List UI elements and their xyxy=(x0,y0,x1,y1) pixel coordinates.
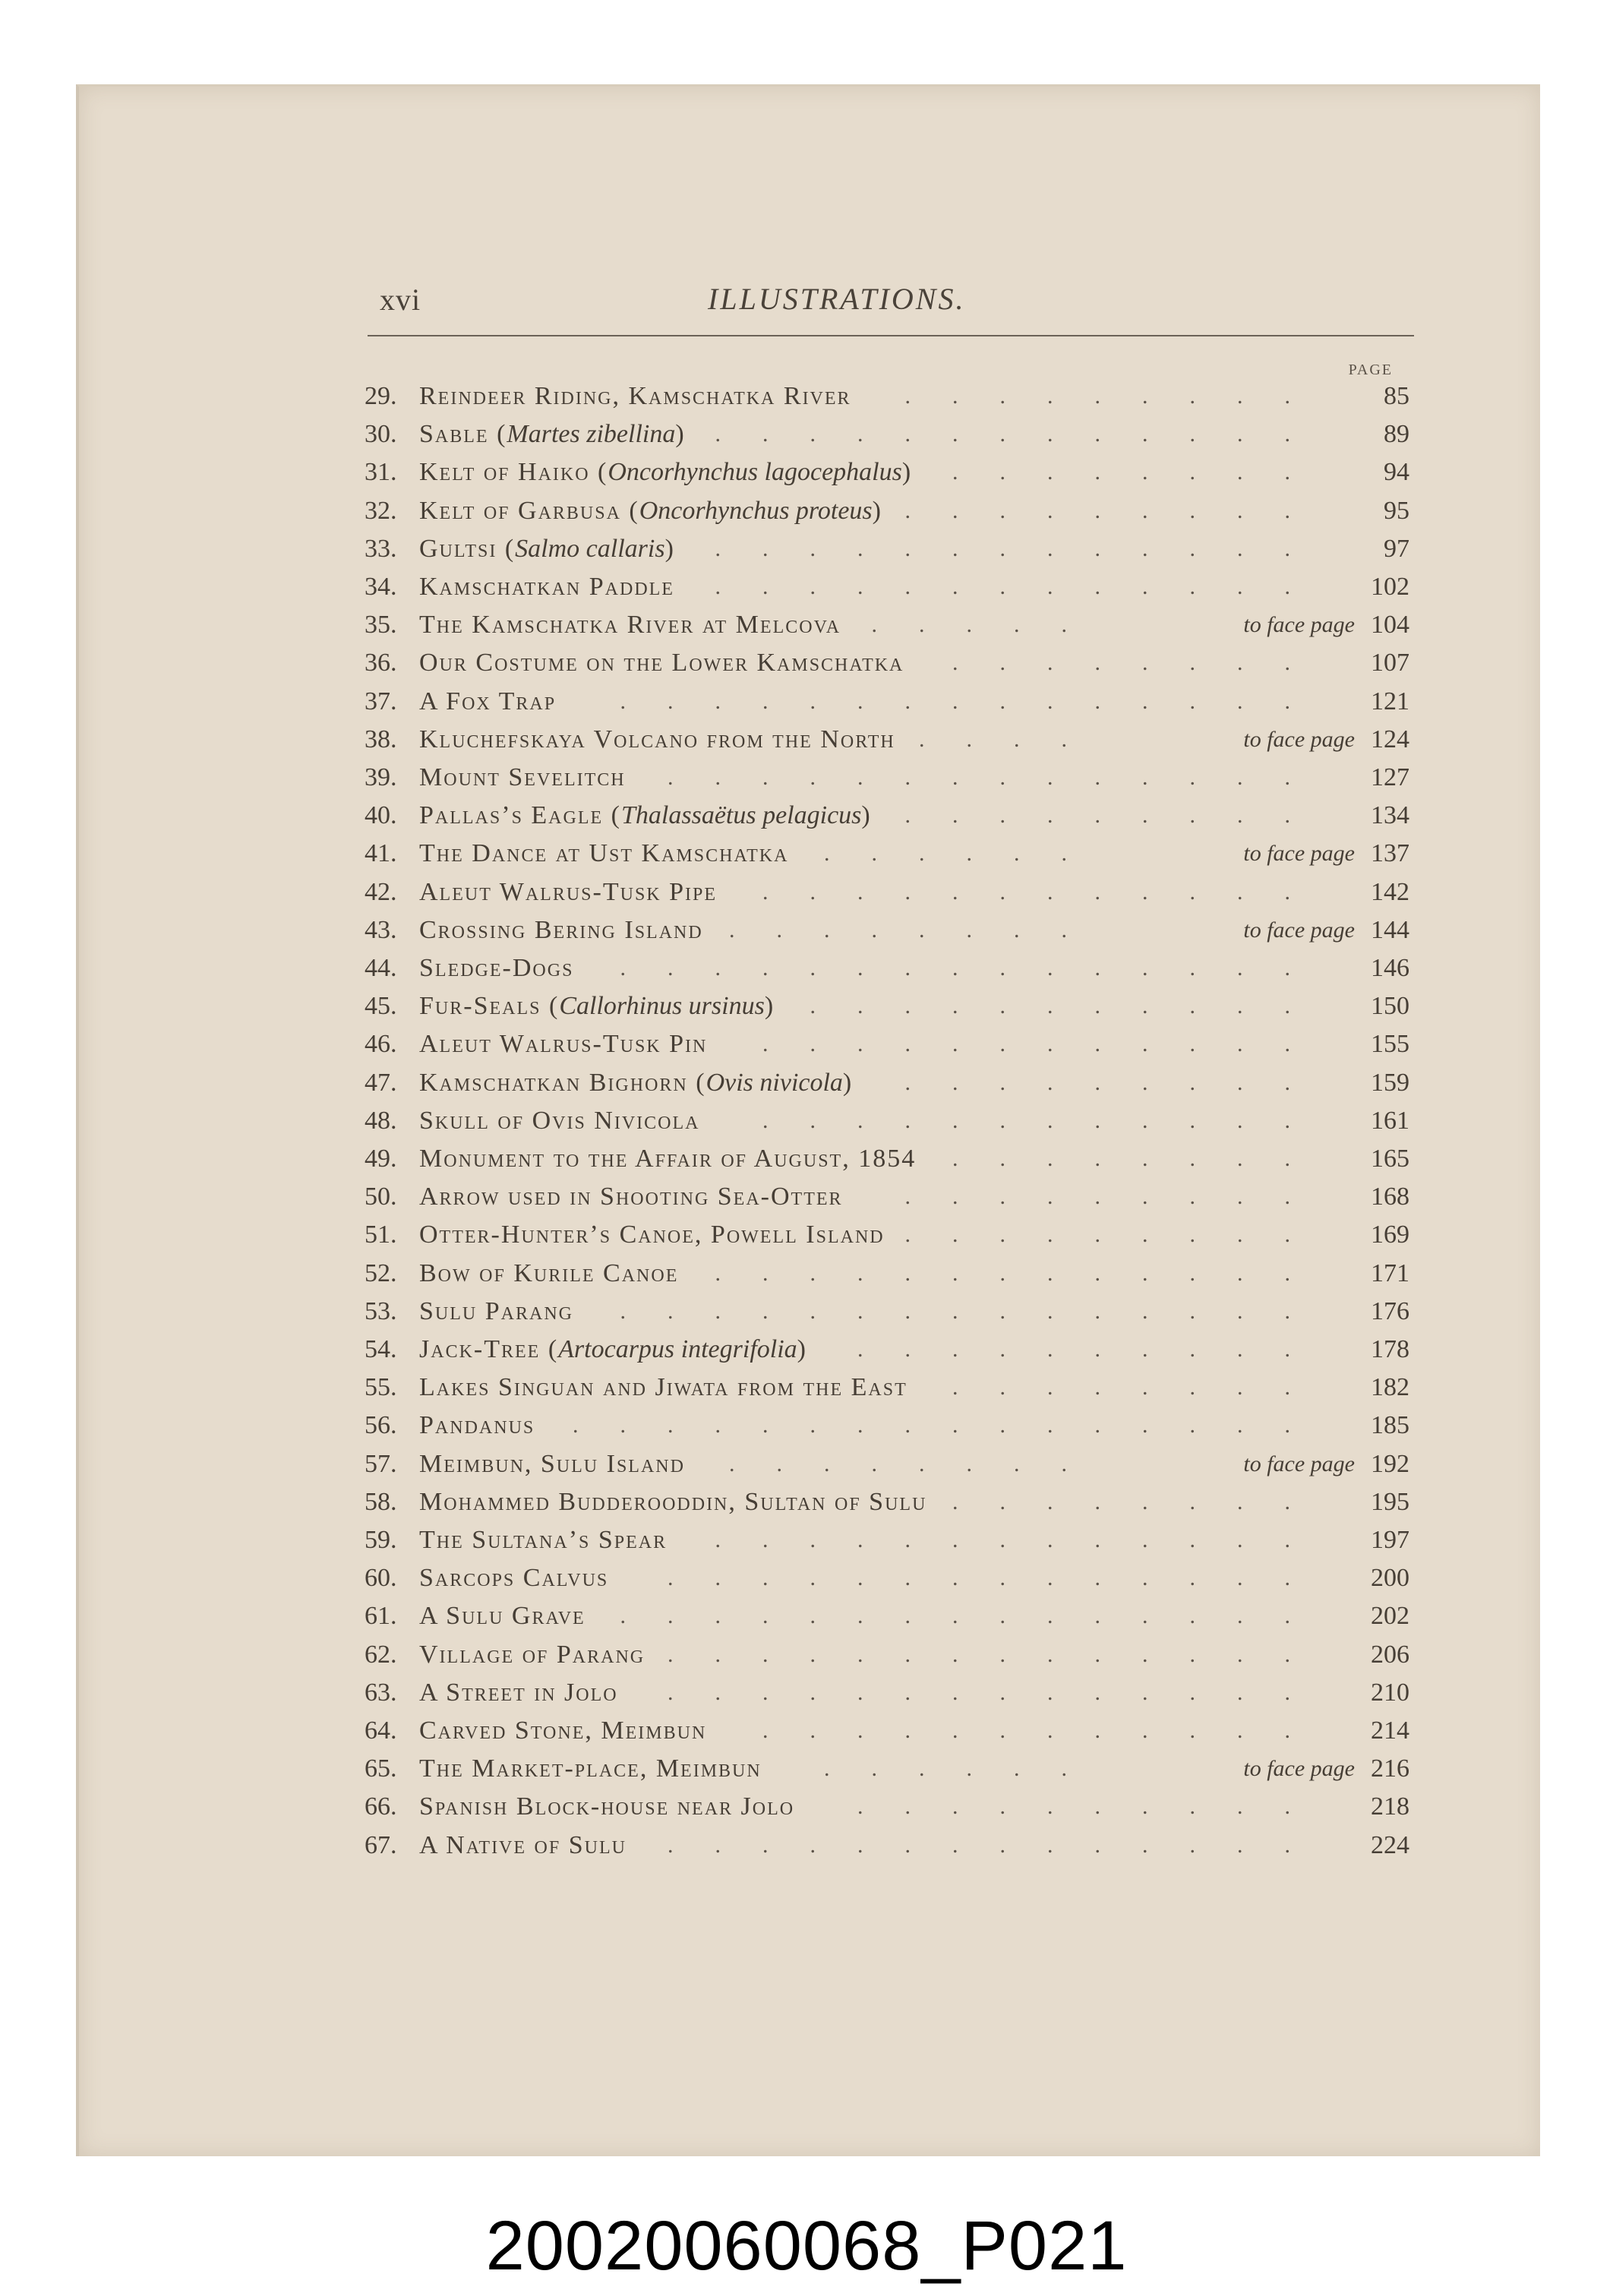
entry-title-suffix: ) xyxy=(664,534,675,563)
entry-title-text: Pandanus xyxy=(419,1411,535,1440)
dot-leaders: .............. xyxy=(668,1679,1332,1705)
entry-title-text: Arrow used in Shooting Sea-Otter xyxy=(419,1183,843,1211)
dot-leaders: ........ xyxy=(729,1451,1109,1476)
list-item xyxy=(79,1750,1540,1788)
entry-title xyxy=(419,1445,685,1483)
entry-number: 43. xyxy=(365,915,397,944)
dot-leaders: ............... xyxy=(620,688,1332,714)
list-item xyxy=(79,1445,1540,1483)
dot-leaders: ......... xyxy=(904,384,1332,409)
entry-page-number: 137 xyxy=(1371,839,1409,868)
entry-title-text: Sulu Parang xyxy=(419,1296,573,1325)
face-page-note: to face page xyxy=(1243,841,1355,867)
list-item xyxy=(79,415,1540,453)
entry-title xyxy=(419,415,686,453)
entry-title-text: Kelt of Haiko ( xyxy=(419,458,608,487)
list-item xyxy=(79,1255,1540,1293)
list-item xyxy=(79,1788,1540,1826)
dot-leaders: ........ xyxy=(952,460,1332,485)
entry-number: 46. xyxy=(365,1030,397,1059)
entry-title-suffix: ) xyxy=(872,496,882,525)
entry-number: 56. xyxy=(365,1411,397,1440)
list-item xyxy=(79,1178,1540,1216)
entry-title xyxy=(419,1331,807,1369)
list-item xyxy=(79,1674,1540,1712)
entry-title xyxy=(419,377,851,415)
entry-page-number: 165 xyxy=(1371,1145,1409,1173)
entry-page-number: 195 xyxy=(1371,1487,1409,1516)
entry-page-number: 216 xyxy=(1371,1754,1409,1783)
entry-page-number: 104 xyxy=(1371,611,1409,640)
list-item xyxy=(79,1712,1540,1750)
face-page-note: to face page xyxy=(1243,726,1355,752)
entry-title xyxy=(419,1178,843,1216)
entry-title-text: Otter-Hunter’s Canoe, Powell Island xyxy=(419,1221,885,1249)
entry-page-number: 102 xyxy=(1371,573,1409,601)
entry-page-number: 214 xyxy=(1371,1716,1409,1745)
entry-number: 39. xyxy=(365,763,397,791)
entry-title xyxy=(419,492,882,530)
entry-scientific-name: Artocarpus integrifolia xyxy=(558,1335,797,1363)
entry-title-text: Aleut Walrus-Tusk Pipe xyxy=(419,877,718,906)
entry-title-suffix: ) xyxy=(764,992,775,1021)
list-item xyxy=(79,683,1540,721)
entry-title-text: A Street in Jolo xyxy=(419,1678,618,1707)
entry-page-number: 197 xyxy=(1371,1526,1409,1554)
entry-page-number: 142 xyxy=(1371,877,1409,906)
entry-title xyxy=(419,1559,608,1597)
entry-number: 50. xyxy=(365,1183,397,1211)
entry-page-number: 185 xyxy=(1371,1411,1409,1440)
entry-title-text: Village of Parang xyxy=(419,1640,646,1669)
entry-title xyxy=(419,1521,667,1559)
dot-leaders: ........ xyxy=(952,1375,1332,1401)
entry-page-number: 144 xyxy=(1371,915,1409,944)
list-item xyxy=(79,1559,1540,1597)
entry-title-text: Monument to the Affair of August, 1854 xyxy=(419,1145,917,1173)
entry-number: 49. xyxy=(365,1145,397,1173)
entry-page-number: 192 xyxy=(1371,1449,1409,1478)
list-item xyxy=(79,1521,1540,1559)
entry-number: 30. xyxy=(365,420,397,449)
entry-title-text: Gultsi ( xyxy=(419,534,516,563)
list-item xyxy=(79,1827,1540,1865)
list-item xyxy=(79,835,1540,873)
entry-title-suffix: ) xyxy=(861,801,872,830)
entry-title xyxy=(419,1293,573,1331)
entry-title xyxy=(419,1827,627,1865)
entry-scientific-name: Oncorhynchus lagocephalus xyxy=(608,458,902,487)
entry-number: 53. xyxy=(365,1296,397,1325)
entry-title-text: Kamschatkan Bighorn ( xyxy=(419,1068,706,1097)
entry-title xyxy=(419,644,904,682)
entry-number: 36. xyxy=(365,649,397,677)
entry-number: 60. xyxy=(365,1564,397,1593)
entry-number: 42. xyxy=(365,877,397,906)
dot-leaders: ............. xyxy=(715,422,1332,447)
entry-title xyxy=(419,1025,707,1063)
dot-leaders: ......... xyxy=(904,1222,1332,1248)
page-folio: xvi xyxy=(380,283,421,317)
entry-title xyxy=(419,949,573,987)
entry-scientific-name: Salmo callaris xyxy=(515,534,665,563)
dot-leaders: ........... xyxy=(810,993,1332,1019)
entry-scientific-name: Callorhinus ursinus xyxy=(559,992,765,1021)
entry-scientific-name: Thalassaëtus pelagicus xyxy=(621,801,862,830)
list-item xyxy=(79,1636,1540,1674)
entry-title xyxy=(419,1102,700,1140)
entry-number: 59. xyxy=(365,1526,397,1554)
entry-title-text: A Sulu Grave xyxy=(419,1602,586,1631)
entry-title xyxy=(419,1788,794,1826)
dot-leaders: ............. xyxy=(715,535,1332,561)
dot-leaders: ..... xyxy=(871,612,1109,638)
entry-page-number: 97 xyxy=(1384,534,1409,563)
list-item xyxy=(79,1407,1540,1445)
entry-page-number: 134 xyxy=(1371,801,1409,830)
entry-number: 38. xyxy=(365,725,397,753)
list-item xyxy=(79,1216,1540,1254)
entry-title-text: A Fox Trap xyxy=(419,687,557,715)
entry-title xyxy=(419,1140,916,1178)
entry-page-number: 169 xyxy=(1371,1221,1409,1249)
list-item xyxy=(79,1064,1540,1102)
entry-title-text: Carved Stone, Meimbun xyxy=(419,1716,707,1745)
list-item xyxy=(79,1597,1540,1635)
entry-title xyxy=(419,1750,762,1788)
entry-title-text: The Market-place, Meimbun xyxy=(419,1754,762,1783)
entry-number: 29. xyxy=(365,382,397,410)
page-column-label: PAGE xyxy=(1348,362,1393,378)
entry-number: 58. xyxy=(365,1487,397,1516)
entry-page-number: 182 xyxy=(1371,1373,1409,1402)
dot-leaders: ........ xyxy=(952,1489,1332,1514)
entry-title-text: The Sultana’s Spear xyxy=(419,1526,668,1554)
entry-number: 66. xyxy=(365,1792,397,1821)
entry-number: 57. xyxy=(365,1449,397,1478)
dot-leaders: .... xyxy=(919,726,1109,752)
entry-title-text: Spanish Block-house near Jolo xyxy=(419,1792,795,1821)
list-item xyxy=(79,492,1540,530)
entry-number: 62. xyxy=(365,1640,397,1669)
dot-leaders: ............ xyxy=(762,879,1332,905)
entry-page-number: 85 xyxy=(1384,382,1409,410)
entry-number: 54. xyxy=(365,1335,397,1363)
list-item xyxy=(79,1140,1540,1178)
dot-leaders: ............ xyxy=(762,1107,1332,1133)
dot-leaders: ............ xyxy=(762,1031,1332,1057)
entry-title-text: Kelt of Garbusa ( xyxy=(419,496,639,525)
entry-number: 64. xyxy=(365,1716,397,1745)
entry-title-suffix: ) xyxy=(797,1335,807,1363)
entry-page-number: 127 xyxy=(1371,763,1409,791)
entry-number: 63. xyxy=(365,1678,397,1707)
dot-leaders: .............. xyxy=(668,765,1332,790)
entry-scientific-name: Martes zibellina xyxy=(507,420,676,449)
list-item xyxy=(79,911,1540,949)
entry-title-text: Lakes Singuan and Jiwata from the East xyxy=(419,1373,908,1402)
entry-page-number: 95 xyxy=(1384,496,1409,525)
entry-title xyxy=(419,911,703,949)
entry-title xyxy=(419,759,626,797)
dot-leaders: ......... xyxy=(904,803,1332,829)
entry-number: 32. xyxy=(365,496,397,525)
entry-title xyxy=(419,1597,586,1635)
entry-page-number: 178 xyxy=(1371,1335,1409,1363)
list-item xyxy=(79,721,1540,759)
list-item xyxy=(79,568,1540,606)
list-item xyxy=(79,1369,1540,1407)
dot-leaders: ...... xyxy=(824,1756,1109,1782)
entry-title-suffix: ) xyxy=(901,458,913,487)
entry-title xyxy=(419,987,775,1025)
dot-leaders: ......... xyxy=(904,1069,1332,1095)
entry-scientific-name: Oncorhynchus proteus xyxy=(639,496,873,525)
entry-title-text: Aleut Walrus-Tusk Pin xyxy=(419,1030,708,1059)
entry-number: 31. xyxy=(365,458,397,487)
entry-title-text: The Dance at Ust Kamschatka xyxy=(419,839,789,868)
entry-page-number: 155 xyxy=(1371,1030,1409,1059)
face-page-note: to face page xyxy=(1243,1756,1355,1782)
dot-leaders: ...... xyxy=(824,841,1109,867)
entry-title xyxy=(419,1636,645,1674)
list-item xyxy=(79,797,1540,835)
entry-page-number: 121 xyxy=(1371,687,1409,715)
entry-number: 48. xyxy=(365,1106,397,1135)
entry-title-text: Skull of Ovis Nivicola xyxy=(419,1106,700,1135)
entry-page-number: 150 xyxy=(1371,992,1409,1021)
entry-title-text: Bow of Kurile Canoe xyxy=(419,1259,679,1287)
entry-page-number: 161 xyxy=(1371,1106,1409,1135)
entry-number: 33. xyxy=(365,534,397,563)
entry-scientific-name: Ovis nivicola xyxy=(705,1068,843,1097)
entry-title-text: Sarcops Calvus xyxy=(419,1564,609,1593)
dot-leaders: ............... xyxy=(620,955,1332,981)
list-item xyxy=(79,453,1540,491)
list-item xyxy=(79,377,1540,415)
entry-title xyxy=(419,721,895,759)
entry-number: 52. xyxy=(365,1259,397,1287)
list-item xyxy=(79,1025,1540,1063)
face-page-note: to face page xyxy=(1243,1451,1355,1476)
list-item xyxy=(79,873,1540,911)
entry-number: 47. xyxy=(365,1068,397,1097)
list-item xyxy=(79,606,1540,644)
list-item xyxy=(79,1483,1540,1521)
entry-page-number: 146 xyxy=(1371,954,1409,982)
dot-leaders: .............. xyxy=(668,1641,1332,1667)
entry-title xyxy=(419,1216,885,1254)
entry-title xyxy=(419,1064,853,1102)
list-item xyxy=(79,1293,1540,1331)
entry-title-text: Kamschatkan Paddle xyxy=(419,573,674,601)
entry-page-number: 202 xyxy=(1371,1602,1409,1631)
book-page xyxy=(76,84,1540,2156)
entry-number: 65. xyxy=(365,1754,397,1783)
entry-title xyxy=(419,453,912,491)
entry-title-text: Mount Sevelitch xyxy=(419,763,626,791)
dot-leaders: ............. xyxy=(715,1527,1332,1552)
entry-number: 37. xyxy=(365,687,397,715)
entry-number: 61. xyxy=(365,1602,397,1631)
entry-page-number: 210 xyxy=(1371,1678,1409,1707)
entry-title xyxy=(419,530,675,568)
entry-title-text: Kluchefskaya Volcano from the North xyxy=(419,725,895,753)
entry-title-text: Sable ( xyxy=(419,420,507,449)
entry-title xyxy=(419,1369,908,1407)
entry-number: 40. xyxy=(365,801,397,830)
entry-title xyxy=(419,1255,678,1293)
section-title: ILLUSTRATIONS. xyxy=(708,282,966,316)
face-page-note: to face page xyxy=(1243,612,1355,638)
entry-title-text: A Native of Sulu xyxy=(419,1830,627,1859)
entry-page-number: 107 xyxy=(1371,649,1409,677)
list-item xyxy=(79,949,1540,987)
list-item xyxy=(79,759,1540,797)
entry-page-number: 218 xyxy=(1371,1792,1409,1821)
dot-leaders: ................ xyxy=(573,1413,1332,1439)
entry-number: 35. xyxy=(365,611,397,640)
entry-number: 34. xyxy=(365,573,397,601)
dot-leaders: ........ xyxy=(952,1146,1332,1171)
dot-leaders: ......... xyxy=(904,1184,1332,1210)
dot-leaders: .......... xyxy=(857,1337,1332,1362)
entry-title-text: Our Costume on the Lower Kamschatka xyxy=(419,649,904,677)
entry-title xyxy=(419,1712,706,1750)
scan-caption: 20020060068_P021 xyxy=(485,2207,1128,2285)
list-item xyxy=(79,1102,1540,1140)
entry-title-text: Meimbun, Sulu Island xyxy=(419,1449,685,1478)
entry-title-suffix: ) xyxy=(842,1068,854,1097)
entry-number: 55. xyxy=(365,1373,397,1402)
entry-number: 41. xyxy=(365,839,397,868)
dot-leaders: ............... xyxy=(620,1298,1332,1324)
entry-title xyxy=(419,835,788,873)
dot-leaders: ............. xyxy=(715,1260,1332,1286)
dot-leaders: ......... xyxy=(904,497,1332,523)
entry-page-number: 94 xyxy=(1384,458,1409,487)
entry-number: 51. xyxy=(365,1221,397,1249)
entry-number: 67. xyxy=(365,1830,397,1859)
entry-title-text: The Kamschatka River at Melcova xyxy=(419,611,841,640)
entry-title-text: Pallas’s Eagle ( xyxy=(419,801,621,830)
list-item xyxy=(79,1331,1540,1369)
entry-number: 45. xyxy=(365,992,397,1021)
entry-page-number: 171 xyxy=(1371,1259,1409,1287)
entry-page-number: 89 xyxy=(1384,420,1409,449)
entry-title xyxy=(419,1483,926,1521)
dot-leaders: .............. xyxy=(668,1832,1332,1858)
entry-title xyxy=(419,873,717,911)
entry-page-number: 200 xyxy=(1371,1564,1409,1593)
entry-number: 44. xyxy=(365,954,397,982)
dot-leaders: .......... xyxy=(857,1794,1332,1820)
list-item xyxy=(79,644,1540,682)
dot-leaders: ............. xyxy=(715,574,1332,599)
entry-page-number: 168 xyxy=(1371,1183,1409,1211)
dot-leaders: ............... xyxy=(620,1603,1332,1629)
entry-page-number: 124 xyxy=(1371,725,1409,753)
entry-title xyxy=(419,797,872,835)
entry-page-number: 176 xyxy=(1371,1296,1409,1325)
entry-title xyxy=(419,568,674,606)
entry-page-number: 206 xyxy=(1371,1640,1409,1669)
dot-leaders: .............. xyxy=(668,1565,1332,1591)
illustrations-list xyxy=(79,87,1540,2156)
entry-title-text: Fur-Seals ( xyxy=(419,992,560,1021)
entry-title xyxy=(419,606,841,644)
entry-title-text: Jack-Tree ( xyxy=(419,1335,559,1363)
dot-leaders: ........ xyxy=(952,650,1332,676)
entry-title xyxy=(419,1674,618,1712)
dot-leaders: ............ xyxy=(762,1718,1332,1743)
list-item xyxy=(79,530,1540,568)
entry-title xyxy=(419,1407,535,1445)
entry-title-text: Mohammed Budderooddin, Sultan of Sulu xyxy=(419,1487,927,1516)
entry-page-number: 159 xyxy=(1371,1068,1409,1097)
list-item xyxy=(79,987,1540,1025)
entry-page-number: 224 xyxy=(1371,1830,1409,1859)
entry-title xyxy=(419,683,556,721)
entry-title-text: Reindeer Riding, Kamschatka River xyxy=(419,382,851,410)
face-page-note: to face page xyxy=(1243,917,1355,943)
entry-title-text: Crossing Bering Island xyxy=(419,915,703,944)
entry-title-suffix: ) xyxy=(675,420,686,449)
dot-leaders: ........ xyxy=(729,917,1109,943)
entry-title-text: Sledge-Dogs xyxy=(419,954,574,982)
